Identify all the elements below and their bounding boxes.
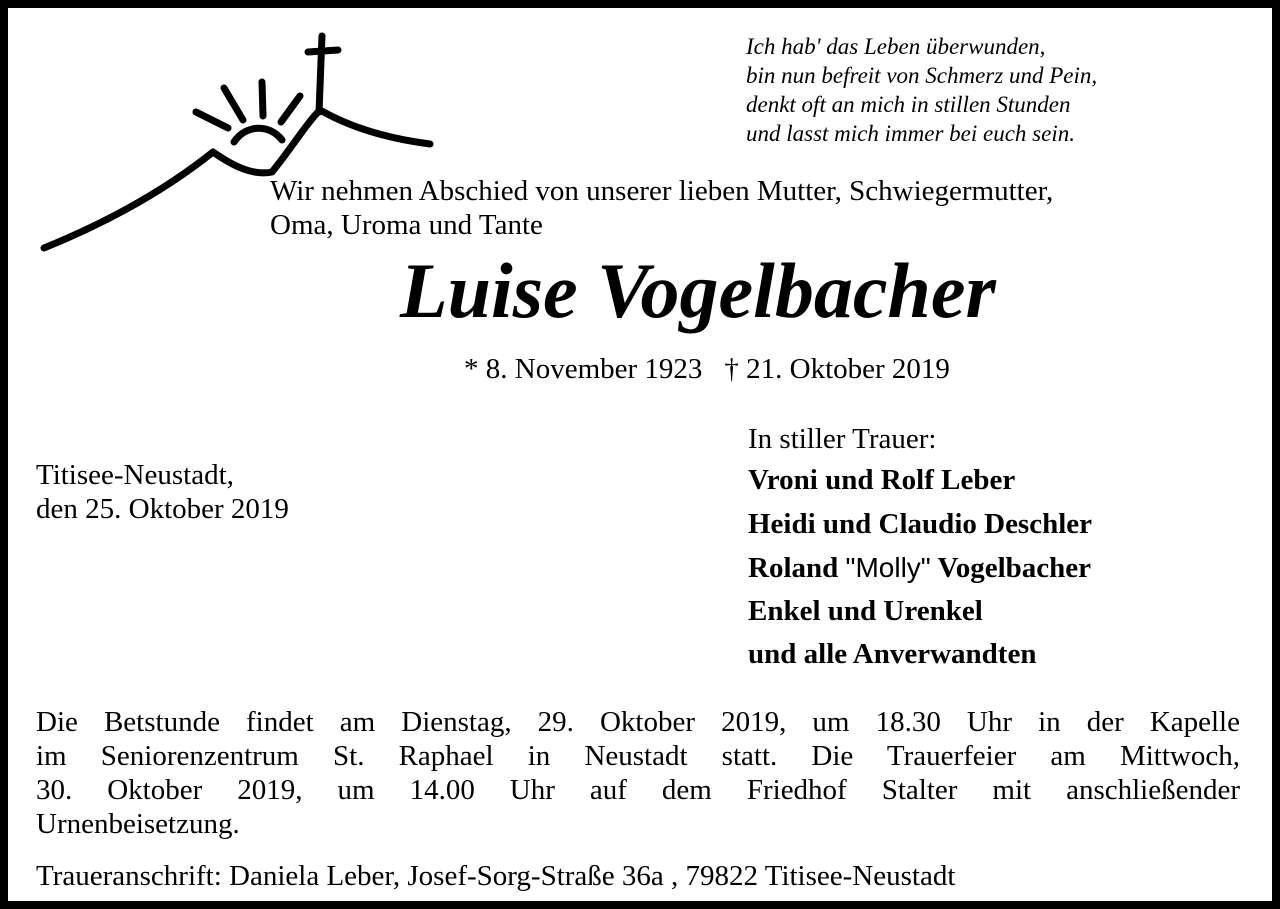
mourner-nickname: "Molly" [845,552,931,583]
memorial-poem [746,32,1246,148]
mourners-list [748,419,1092,677]
poem-line: bin nun befreit von Schmerz und Pein, [746,63,1098,88]
intro-line: Wir nehmen Abschied von unserer lieben Mutter, Schwiegermutter, [270,175,1054,207]
death-date: † 21. Oktober 2019 [724,353,950,385]
mourner-entry: Enkel und Urenkel [748,594,983,627]
birth-date: * 8. November 1923 [464,353,703,385]
obituary-notice [8,8,1272,901]
poem-line: Ich hab' das Leben überwunden, [746,34,1046,59]
mourning-address: Traueranschrift: Daniela Leber, Josef-Sorg-Straße 36a , 79822 Titisee-Neustadt [36,860,956,892]
life-dates [464,351,950,387]
poem-line: denkt oft an mich in stillen Stunden [746,92,1071,117]
mourner-first-name: Roland [748,552,839,584]
mourner-entry: Vroni und Rolf Leber [748,464,1016,496]
mourner-entry [748,546,1092,590]
service-line: Die Betstunde findet am Dienstag, 29. Oktober 2019, um 18.30 Uhr in der Kapelle [36,706,1240,738]
mourner-entry: Heidi und Claudio Deschler [748,507,1093,540]
service-details [36,705,1240,841]
mourner-entry: und alle Anverwandten [748,638,1037,670]
deceased-name: Luise Vogelbacher [400,247,996,334]
intro-line: Oma, Uroma und Tante [270,209,543,241]
service-line: Urnenbeisetzung. [36,808,240,840]
farewell-intro [270,174,1250,242]
date-line: den 25. Oktober 2019 [36,493,289,525]
mourners-heading: In stiller Trauer: [748,423,937,455]
poem-line: und lasst mich immer bei euch sein. [746,121,1075,146]
service-line: im Seniorenzentrum St. Raphael in Neustadt statt. Die Trauerfeier am Mittwoch, [36,740,1240,772]
place-line: Titisee-Neustadt, [36,459,234,491]
place-and-date [36,458,289,526]
mourner-last-name: Vogelbacher [937,552,1092,584]
service-line: 30. Oktober 2019, um 14.00 Uhr auf dem Friedhof Stalter mit anschließender [36,774,1240,806]
